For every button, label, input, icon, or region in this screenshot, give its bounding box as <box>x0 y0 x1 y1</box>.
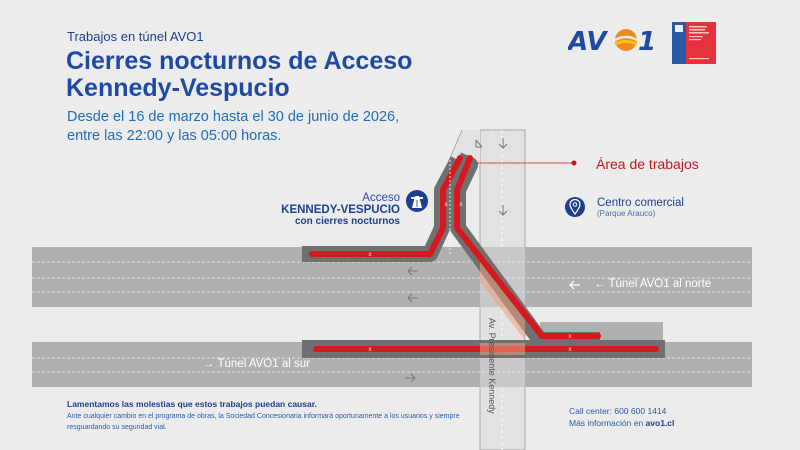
mall-name: Centro comercial <box>597 197 684 209</box>
svg-text:1: 1 <box>638 27 657 57</box>
access-label-line3: con cierres nocturnos <box>294 216 400 227</box>
svg-text:x: x <box>568 346 572 353</box>
access-label <box>220 192 400 227</box>
apology-text: Lamentamos las molestias que estos trabajos puedan causar. <box>67 399 317 409</box>
mall-label <box>597 197 684 218</box>
svg-text:AV: AV <box>568 27 607 57</box>
svg-text:x: x <box>368 251 372 258</box>
svg-text:x: x <box>444 201 448 208</box>
tunnel-north-label <box>594 278 711 290</box>
tunnel-north-text: ← Túnel AVO1 al norte <box>594 278 712 290</box>
work-area-label: Área de trabajos <box>596 156 699 172</box>
date-range-text: Desde el 16 de marzo hasta el 30 de junio de 2026, entre las 22:00 y las 05:00 horas. <box>67 109 400 144</box>
footer-notice <box>67 399 467 433</box>
svg-text:x: x <box>568 333 572 340</box>
avenue-label: Av. Presidente Kennedy <box>487 318 497 414</box>
contact-info <box>569 405 674 429</box>
kicker-text: Trabajos en túnel AVO1 <box>67 29 204 44</box>
page-title: Cierres nocturnos de Acceso Kennedy-Vespucio <box>66 47 413 102</box>
svg-text:x: x <box>459 201 463 208</box>
more-info-prefix: Más información en <box>569 418 646 428</box>
government-logo <box>672 22 716 64</box>
access-label-line1: Acceso <box>362 192 400 204</box>
tunnel-south-text: → Túnel AVO1 al sur <box>203 358 310 370</box>
avo1-logo <box>568 23 662 57</box>
tunnel-south-label <box>203 358 310 370</box>
notice-text: Ante cualquier cambio en el programa de obras, la Sociedad Concesionaria informará oportunamente a los usuarios y siempre resguardando su seguridad vial. <box>67 413 460 431</box>
access-label-line2: KENNEDY-VESPUCIO <box>281 204 400 216</box>
call-center-text: Call center: 600 600 1414 <box>569 406 667 416</box>
mall-sub: (Parque Arauco) <box>597 209 656 218</box>
website-link[interactable]: avo1.cl <box>645 418 675 428</box>
svg-text:x: x <box>368 346 372 353</box>
